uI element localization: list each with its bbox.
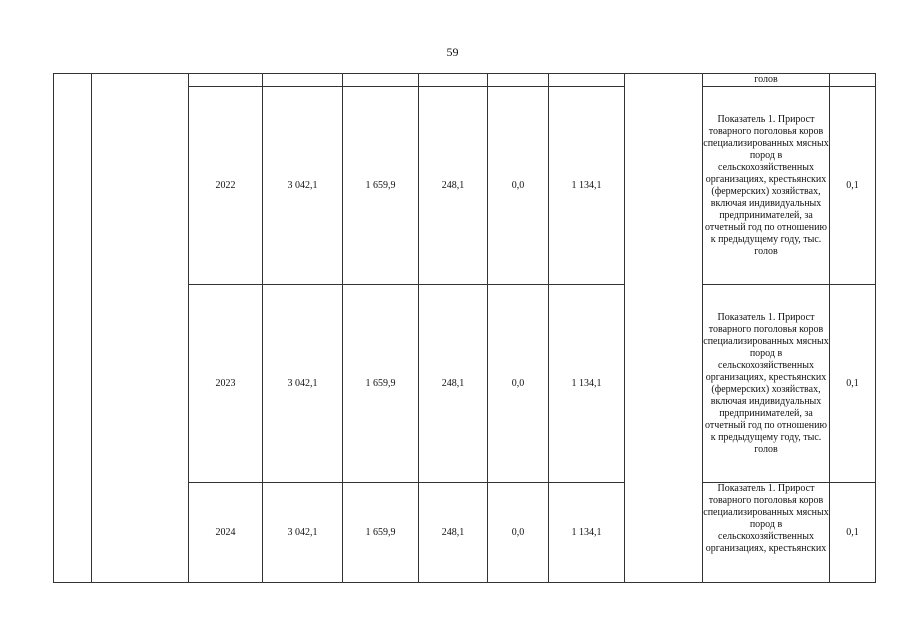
regional-cell: 248,1 (419, 87, 488, 285)
regional-cell: 248,1 (419, 285, 488, 483)
indicator-cell: Показатель 1. Прирост товарного поголовья коров специализированных мясных пород в сельскохозяйственных организациях, крестьянских (фермерских) хозяйствах, включая индивидуальных предпринимателей, за отчетный год по отношению к предыдущему году, тыс. голов (703, 87, 830, 285)
indicator-value-cell: 0,1 (830, 285, 876, 483)
year-cell: 2023 (189, 285, 263, 483)
regional-cell: 248,1 (419, 483, 488, 583)
number-cell (54, 74, 92, 583)
indicator-cell: голов (703, 74, 830, 87)
total-cell: 3 042,1 (263, 483, 343, 583)
federal-cell: 1 659,9 (343, 87, 419, 285)
indicator-text: Показатель 1. Прирост товарного поголовья коров специализированных мясных пород в сельскохозяйственных организациях, крестьянских (703, 483, 829, 554)
total-cell (263, 74, 343, 87)
year-cell: 2022 (189, 87, 263, 285)
indicator-cell: Показатель 1. Прирост товарного поголовья коров специализированных мясных пород в сельскохозяйственных организациях, крестьянских (фермерских) хозяйствах, включая индивидуальных предпринимателей, за отчетный год по отношению к предыдущему году, тыс. голов (703, 285, 830, 483)
federal-cell: 1 659,9 (343, 483, 419, 583)
total-cell: 3 042,1 (263, 285, 343, 483)
page-number: 59 (446, 45, 459, 59)
program-table (53, 73, 876, 583)
municipal-cell: 0,0 (488, 483, 549, 583)
regional-cell (419, 74, 488, 87)
indicator-value-cell: 0,1 (830, 87, 876, 285)
event-name-cell (92, 74, 189, 583)
table-row (54, 74, 876, 87)
executor-cell (625, 74, 703, 583)
indicator-value-cell (830, 74, 876, 87)
extrabudget-cell: 1 134,1 (549, 483, 625, 583)
extrabudget-cell (549, 74, 625, 87)
municipal-cell: 0,0 (488, 285, 549, 483)
municipal-cell: 0,0 (488, 87, 549, 285)
federal-cell: 1 659,9 (343, 285, 419, 483)
indicator-cell (703, 483, 830, 583)
year-cell: 2024 (189, 483, 263, 583)
extrabudget-cell: 1 134,1 (549, 87, 625, 285)
extrabudget-cell: 1 134,1 (549, 285, 625, 483)
total-cell: 3 042,1 (263, 87, 343, 285)
federal-cell (343, 74, 419, 87)
indicator-value-cell: 0,1 (830, 483, 876, 583)
year-cell (189, 74, 263, 87)
municipal-cell (488, 74, 549, 87)
